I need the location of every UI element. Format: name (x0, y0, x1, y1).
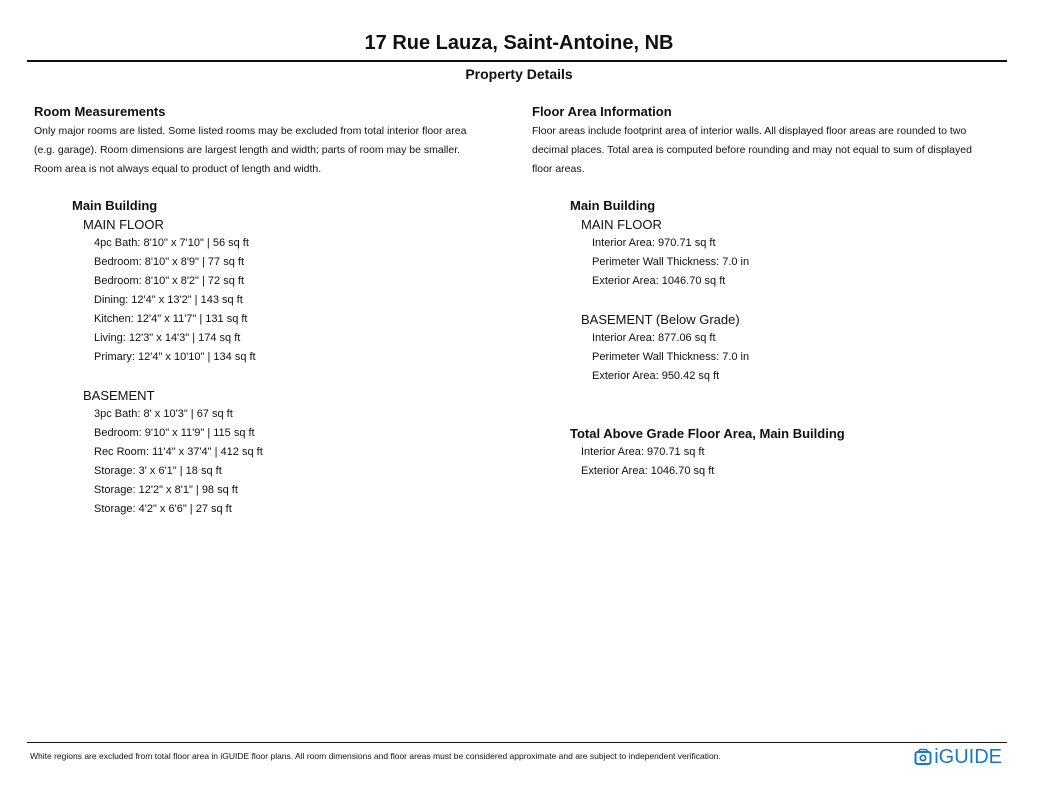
page-title: 17 Rue Lauza, Saint-Antoine, NB (364, 32, 674, 54)
room-entry: Rec Room: 11'4" x 37'4" | 412 sq ft (94, 446, 263, 458)
floor-area-section (532, 103, 1010, 179)
room-entry: Storage: 4'2" x 6'6" | 27 sq ft (94, 503, 232, 515)
room-measurements-heading: Room Measurements (34, 104, 166, 119)
room-entry: Primary: 12'4" x 10'10" | 134 sq ft (94, 351, 256, 363)
area-entry: Interior Area: 970.71 sq ft (592, 237, 716, 249)
area-entry: Perimeter Wall Thickness: 7.0 in (592, 351, 750, 363)
description-line: Floor areas include footprint area of interior walls. All displayed floor areas are rounded to two (532, 125, 967, 137)
description-line: (e.g. garage). Room dimensions are largest length and width; parts of room may be smaller. (34, 144, 461, 156)
spacer (570, 291, 845, 310)
description-line: Only major rooms are listed. Some listed rooms may be excluded from total interior floor area (34, 125, 467, 137)
room-entry: Dining: 12'4" x 13'2" | 143 sq ft (94, 294, 243, 306)
room-measurements-building (72, 196, 263, 519)
room-entry: Storage: 3' x 6'1" | 18 sq ft (94, 465, 222, 477)
room-entry: Bedroom: 9'10" x 11'9" | 115 sq ft (94, 427, 255, 439)
title-divider (27, 60, 1007, 62)
room-entry: Living: 12'3" x 14'3" | 174 sq ft (94, 332, 241, 344)
total-area-entry: Exterior Area: 1046.70 sq ft (581, 465, 715, 477)
room-entry: 4pc Bath: 8'10" x 7'10" | 56 sq ft (94, 237, 249, 249)
room-entry: 3pc Bath: 8' x 10'3" | 67 sq ft (94, 408, 233, 420)
room-entry: Kitchen: 12'4" x 11'7" | 131 sq ft (94, 313, 248, 325)
floor-area-heading: Floor Area Information (532, 104, 672, 119)
iguide-logo-icon (914, 748, 932, 766)
floor-area-building (570, 196, 845, 481)
total-area-entry: Interior Area: 970.71 sq ft (581, 446, 705, 458)
building-title: Main Building (72, 198, 158, 213)
spacer (72, 367, 263, 386)
building-title: Main Building (570, 198, 656, 213)
floor-title: BASEMENT (Below Grade) (581, 312, 740, 327)
description-line: decimal places. Total area is computed before rounding and may not equal to sum of displayed (532, 144, 972, 156)
footer-divider (27, 742, 1007, 743)
floor-title: BASEMENT (83, 388, 155, 403)
room-measurements-description (34, 122, 512, 179)
area-entry: Exterior Area: 950.42 sq ft (592, 370, 720, 382)
logo-text: iGUIDE (934, 746, 1002, 768)
total-area-title: Total Above Grade Floor Area, Main Building (570, 426, 845, 441)
area-entry: Perimeter Wall Thickness: 7.0 in (592, 256, 750, 268)
floor-title: MAIN FLOOR (581, 217, 662, 232)
room-entry: Bedroom: 8'10" x 8'9" | 77 sq ft (94, 256, 245, 268)
area-entry: Interior Area: 877.06 sq ft (592, 332, 716, 344)
floor-title: MAIN FLOOR (83, 217, 164, 232)
description-line: floor areas. (532, 163, 585, 175)
iguide-logo (914, 745, 1002, 769)
spacer (570, 405, 845, 424)
spacer (570, 386, 845, 405)
room-entry: Storage: 12'2" x 8'1" | 98 sq ft (94, 484, 238, 496)
description-line: Room area is not always equal to product of length and width. (34, 163, 322, 175)
page-subtitle: Property Details (465, 66, 573, 82)
room-measurements-section (34, 103, 512, 179)
footer-disclaimer: White regions are excluded from total floor area in iGUIDE floor plans. All room dimensions and floor areas must be considered approximate and are subject to independent verification. (30, 751, 721, 761)
room-entry: Bedroom: 8'10" x 8'2" | 72 sq ft (94, 275, 245, 287)
floor-area-description (532, 122, 1010, 179)
area-entry: Exterior Area: 1046.70 sq ft (592, 275, 726, 287)
